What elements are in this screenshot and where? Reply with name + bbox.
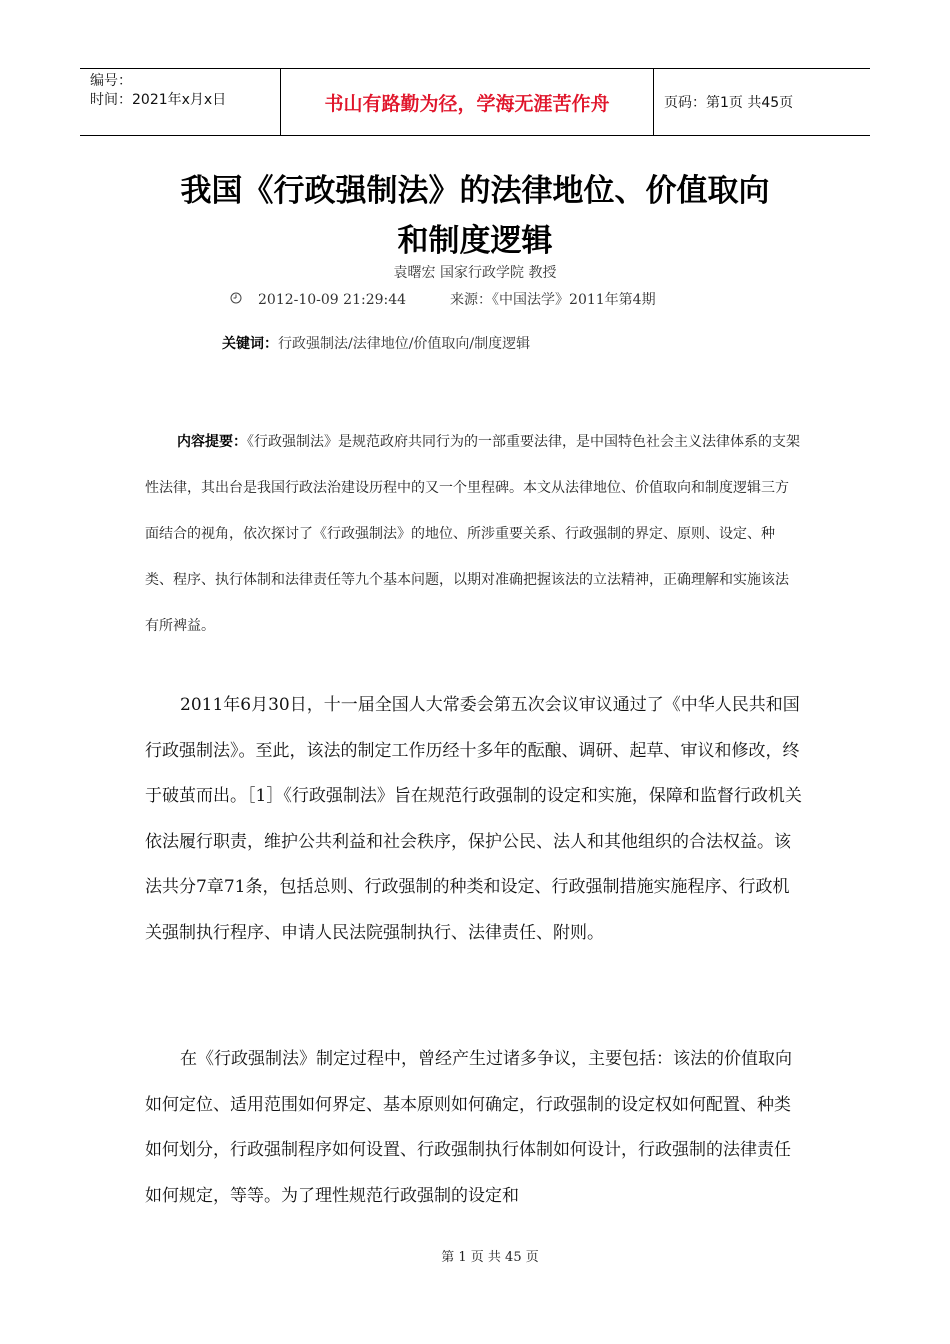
number-label: 编号：: [90, 73, 132, 89]
header-page-info: 页码：第1页 共45页: [664, 95, 794, 111]
abstract: [145, 419, 800, 649]
body-paragraph-text: 2011年6月30日，十一届全国人大常委会第五次会议审议通过了《中华人民共和国行政强制法》。至此，该法的制定工作历经十多年的酝酿、调研、起草、审议和修改，终于破茧而出。［1］《行政强制法》旨在规范行政强制的设定和实施，保障和监督行政机关依法履行职责，维护公共利益和社会秩序，保护公民、法人和其他组织的合法权益。该法共分7章71条，包括总则、行政强制的种类和设定、行政强制措施实施程序、行政机关强制执行程序、申请人民法院强制执行、法律责任、附则。: [145, 695, 802, 943]
time-label: 时间：2021年x月x日: [90, 92, 227, 108]
abstract-text: 《行政强制法》是规范政府共同行为的一部重要法律，是中国特色社会主义法律体系的支架性法律，其出台是我国行政法治建设历程中的又一个里程碑。本文从法律地位、价值取向和制度逻辑三方面结合的视角，依次探讨了《行政强制法》的地位、所涉重要关系、行政强制的界定、原则、设定、种类、程序、执行体制和法律责任等九个基本问题，以期对准确把握该法的立法精神，正确理解和实施该法有所裨益。: [145, 434, 800, 634]
article-title-line-2: 和制度逻辑: [397, 223, 553, 259]
article-meta: [230, 289, 656, 309]
clock-icon: [230, 292, 244, 308]
body-paragraph-2: [145, 1037, 805, 1219]
article-author: 袁曙宏 国家行政学院 教授: [393, 265, 557, 281]
keywords-label: 关键词：: [222, 336, 278, 352]
keywords-line: [222, 333, 530, 353]
page-footer: 第 1 页 共 45 页: [441, 1250, 539, 1265]
article-title-line-1: 我国《行政强制法》的法律地位、价值取向: [180, 173, 770, 209]
header-motto: 书山有路勤为径，学海无涯苦作舟: [281, 69, 654, 135]
abstract-label: 内容提要：: [177, 434, 247, 450]
article-source: 来源：《中国法学》2011年第4期: [450, 292, 656, 308]
article-datetime: 2012-10-09 21:29:44: [258, 292, 407, 308]
keywords-text: 行政强制法/法律地位/价值取向/制度逻辑: [278, 336, 531, 352]
body-paragraph-1: [145, 683, 805, 956]
body-paragraph-text: 在《行政强制法》制定过程中，曾经产生过诸多争议，主要包括：该法的价值取向如何定位、适用范围如何界定、基本原则如何确定，行政强制的设定权如何配置、种类如何划分，行政强制程序如何设置、行政强制执行体制如何设计，行政强制的法律责任如何规定，等等。为了理性规范行政强制的设定和: [145, 1049, 792, 1206]
document-header: [80, 68, 870, 136]
header-info-cell: [80, 69, 281, 135]
